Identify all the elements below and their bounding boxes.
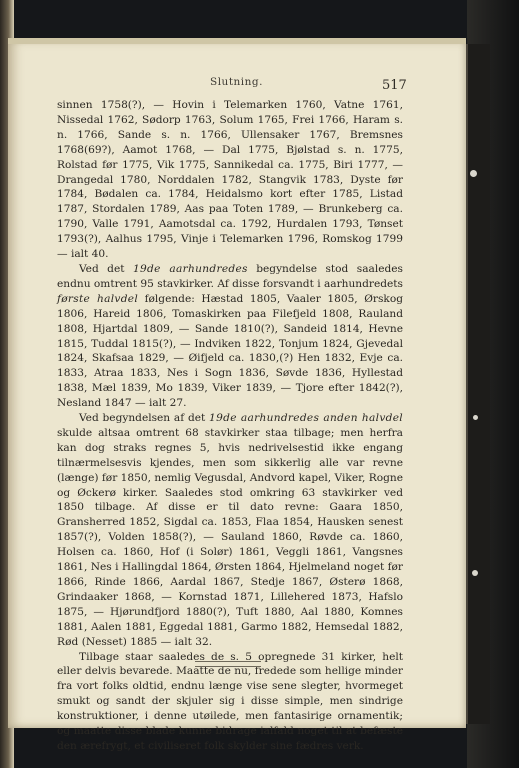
emphasized-text: første halvdel [57,292,139,305]
end-ornament-rule [195,661,261,667]
page-number: 517 [382,78,407,93]
paragraph-text: Ved det [79,262,133,275]
paper-speck [472,570,478,576]
emphasized-text: 19de aarhundredes anden halvdel [209,412,403,425]
page-top-edge [8,38,466,44]
paragraph [57,411,403,650]
paper-speck [470,170,477,177]
book-cover-edge [466,44,490,724]
body-text [57,98,403,754]
emphasized-text: 19de aarhundredes [132,262,248,275]
paragraph-text: Tilbage staar saaledes de s. 5 opregnede 31 kirker, helt eller delvis bevarede. Maatte de nu, fredede som hellige minder fra vort folks oldtid, endnu længe vise sene slegter, hvormeget smukt og sandt der skjuler sig i disse simple, men sindrige konstruktioner, i denne utøilede, men fantasirige ornamentik; og maatte disse blade kunne bidrage ialfald noget til at befæste den ærefrygt, et civiliseret folk skylder sine fædres verk. [57,650,403,752]
paragraph-text: sinnen 1758(?), — Hovin i Telemarken 1760, Vatne 1761, Nissedal 1762, Sødorp 1763, Solum 1765, Frei 1766, Haram s. n. 1766, Sande s. n. 1766, Ullensaker 1767, Bremsnes 1768(69?), Aamot 1768, — Dal 1775, Bjølstad s. n. 1775, Rolstad før 1775, Vik 1775, Sannikedal ca. 1775, Biri 1777, — Drangedal 1780, Norddalen 1782, Stangvik 1783, Dyste før 1784, Bødalen ca. 1784, Heidalsmo kort efter 1785, Listad 1787, Stordalen 1789, Aas paa Toten 1789, — Brunkeberg ca. 1790, Valle 1791, Aamotsdal ca. 1792, Hurdalen 1793, Tønset 1793(?), Aalhus 1795, Vinje i Telemarken 1796, Romskog 1799 — ialt 40. [57,99,403,261]
paragraph [57,98,403,262]
running-head: Slutning. [210,76,263,88]
paper-speck [473,415,478,420]
paragraph-text: Ved begyndelsen af det [79,412,210,425]
paragraph-text: begyndelse stod saaledes endnu omtrent 95 stavkirker. Af disse forsvandt i aarhundredets [57,262,403,290]
paragraph [57,262,403,411]
paragraph-text: skulde altsaa omtrent 68 stavkirker staa tilbage; men herfra kan dog straks regnes 5, hvis nedrivelsestid ikke engang tilnærmelsesvis kjendes, men som sikkerlig alle var revne (længe) før 1850, nemlig Vegusdal, Andvord kapel, Viker, Rogne og Øckerø kirker. Saaledes stod omkring 63 stavkirker ved 1850 tilbage. Af disse er til dato revne: Gaara 1850, Gransherred 1852, Sigdal ca. 1853, Flaa 1854, Hausken senest 1857(?), Volden 1858(?), — Sauland 1860, Røvde ca. 1860, Holsen ca. 1860, Hof (i Solør) 1861, Veggli 1861, Vangsnes 1861, Nes i Hallingdal 1864, Ørsten 1864, Hjelmeland noget før 1866, Rinde 1866, Aardal 1867, Stedje 1867, Østerø 1868, Grindaaker 1868, — Kornstad 1871, Lillehered 1873, Hafslo 1875, — Hjørundfjord 1880(?), Tuft 1880, Aal 1880, Komnes 1881, Aalen 1881, Eggedal 1881, Garmo 1882, Hemsedal 1882, Rød (Nesset) 1885 — ialt 32. [57,426,403,648]
paragraph-text: følgende: Hæstad 1805, Vaaler 1805, Ørskog 1806, Hareid 1806, Tomaskirken paa Filefjeld 1808, Rauland 1808, Hjartdal 1809, — Sande 1810(?), Sandeid 1814, Hevne 1815, Tuddal 1815(?), — Indviken 1822, Tonjum 1824, Gjevedal 1824, Skafsaa 1829, — Øifjeld ca. 1830,(?) Hen 1832, Evje ca. 1833, Atraa 1833, Nes i Sogn 1836, Søvde 1836, Hyllestad 1838, Mæl 1839, Mo 1839, Viker 1839, — Tjore efter 1842(?), Nesland 1847 — ialt 27. [57,292,403,410]
